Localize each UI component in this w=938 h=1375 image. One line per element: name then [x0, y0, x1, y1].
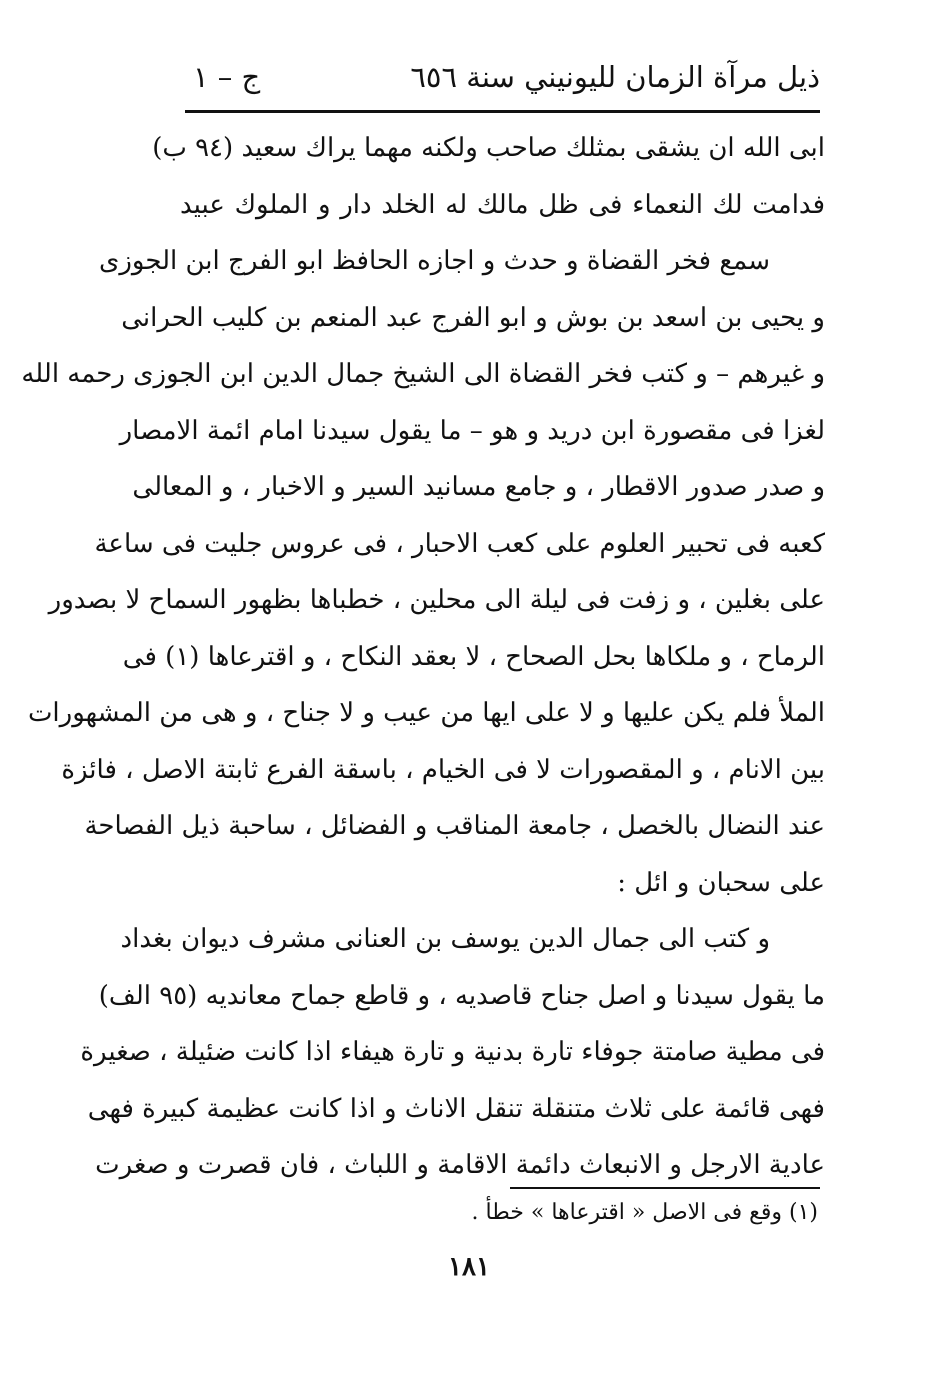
text-line: ما يقول سيدنا و اصل جناح قاصديه ، و قاطع جماح معانديه (٩٥ الف) [98, 980, 825, 1011]
text-line: الملأ فلم يكن عليها و لا على ايها من عيب و لا جناح ، و هى من المشهورات [27, 698, 825, 728]
text-line: على بغلين ، و زفت فى ليلة الى محلين ، خطباها بظهور السماح لا بصدور [48, 585, 825, 615]
text-line: و غيرهم – و كتب فخر القضاة الى الشيخ جمال الدين ابن الجوزى رحمه الله [21, 359, 825, 389]
text-line: و صدر صدور الاقطار ، و جامع مسانيد السير و الاخبار ، و المعالى [132, 472, 825, 502]
text-line: فهى قائمة على ثلاث متنقلة تنقل الاناث و اذا كانت عظيمة كبيرة فهى [87, 1093, 825, 1124]
text-line: عند النضال بالخصل ، جامعة المناقب و الفضائل ، ساحبة ذيل الفصاحة [84, 811, 825, 841]
text-line: و كتب الى جمال الدين يوسف بن العنانى مشرف ديوان بغداد [120, 924, 770, 954]
text-line: كعبه فى تحبير العلوم على كعب الاحبار ، فى عروس جليت فى ساعة [94, 528, 825, 559]
header-rule [185, 110, 820, 113]
text-line: بين الانام ، و المقصورات لا فى الخيام ، باسقة الفرع ثابتة الاصل ، فائزة [61, 754, 825, 785]
text-line: و يحيى بن اسعد بن بوش و ابو الفرج عبد المنعم بن كليب الحرانى [121, 302, 825, 333]
footnote-rule [510, 1187, 820, 1189]
text-line: ابى الله ان يشقى بمثلك صاحب ولكنه مهما يراك سعيد (٩٤ ب) [152, 133, 825, 163]
main-text [21, 120, 825, 1194]
page-number: ١٨١ [448, 1252, 490, 1282]
text-line: على سحبان و ائل : [617, 867, 825, 898]
running-header [185, 52, 820, 108]
header-volume: ج – ١ [193, 60, 261, 94]
text-line: عادية الارجل و الانبعاث دائمة الاقامة و اللباث ، فان قصرت و صغرت [95, 1150, 825, 1180]
text-line: فى مطية صامتة جوفاء تارة بدنية و تارة هيفاء اذا كانت ضئيلة ، صغيرة [80, 1037, 825, 1067]
header-title: ذيل مرآة الزمان لليونيني سنة ٦٥٦ [410, 60, 820, 94]
text-line: سمع فخر القضاة و حدث و اجازه الحافظ ابو الفرج ابن الجوزى [98, 246, 770, 276]
text-line: الرماح ، و ملكاها بحل الصحاح ، لا بعقد النكاح ، و اقترعاها (١) فى [122, 641, 825, 672]
text-line: لغزا فى مقصورة ابن دريد و هو – ما يقول سيدنا امام ائمة الامصار [119, 415, 825, 446]
footnote: (١) وقع فى الاصل « اقترعاها » خطأ . [471, 1200, 818, 1225]
text-line: فدامت لك النعماء فى ظل مالك له الخلد دار و الملوك عبيد [180, 189, 825, 220]
